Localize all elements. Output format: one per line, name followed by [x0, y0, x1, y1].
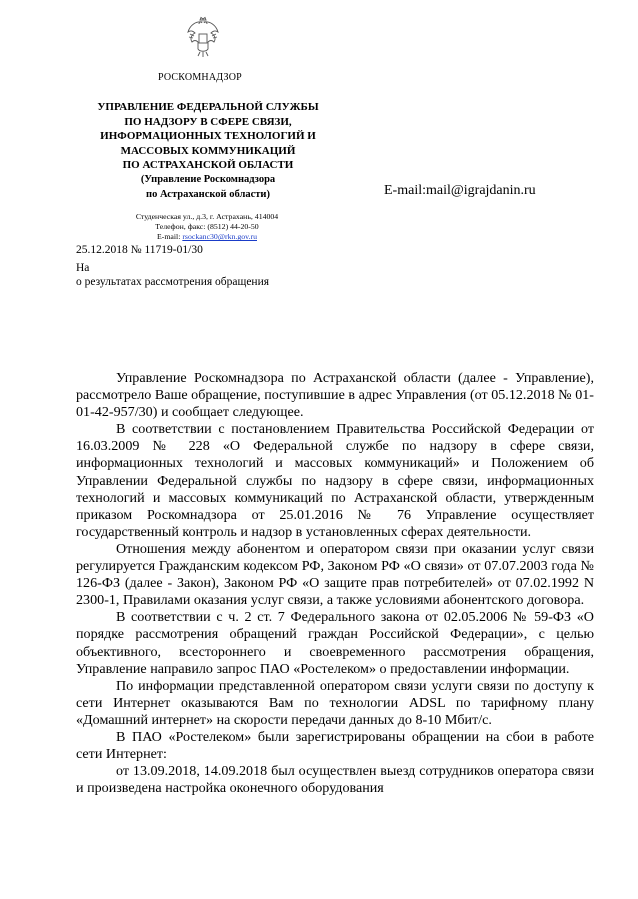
body-paragraph: от 13.09.2018, 14.09.2018 был осуществлен выезд сотрудников оператора связи и произведена настройка оконечного оборудования [76, 763, 594, 797]
recipient-email: E-mail:mail@igrajdanin.ru [384, 183, 536, 198]
letter-body [76, 370, 594, 797]
org-name-line: ИНФОРМАЦИОННЫХ ТЕХНОЛОГИЙ И [100, 130, 316, 143]
body-paragraph: В ПАО «Ростелеком» были зарегистрированы обращении на сбои в работе сети Интернет: [76, 728, 594, 763]
sender-email-line [92, 232, 322, 242]
body-paragraph: Отношения между абонентом и оператором связи при оказании услуг связи регулируется Гражданским кодексом РФ, Законом РФ «О связи» от 07.07.2003 года № 126-ФЗ (далее - Закон), Законом РФ «О защите прав потребителей» от 07.02.1992 N 2300-1, Правилами оказания услуг связи, а также условиями абонентского договора. [76, 540, 594, 609]
doc-date-number: 25.12.2018 № 11719-01/30 [76, 244, 203, 256]
org-name-line: ПО НАДЗОРУ В СФЕРЕ СВЯЗИ, [124, 115, 292, 128]
sender-address: Студенческая ул., д.3, г. Астрахань, 414004 [135, 212, 279, 221]
org-abbr-line: по Астраханской области) [146, 188, 270, 200]
org-short-name: РОСКОМНАДЗОР [158, 72, 242, 83]
org-name-line: УПРАВЛЕНИЕ ФЕДЕРАЛЬНОЙ СЛУЖБЫ [97, 101, 319, 113]
sender-email-link[interactable]: rsockanc30@rkn.gov.ru [182, 232, 257, 242]
body-paragraph: Управление Роскомнадзора по Астраханской области (далее - Управление), рассмотрело Ваше обращение, поступившие в адрес Управления (от 05.12.2018 № 01-01-42-957/30) и сообщает следующее. [76, 370, 594, 421]
doc-on-label: На [76, 262, 90, 274]
body-paragraph: В соответствии с постановлением Правительства Российской Федерации от 16.03.2009 № 228 «О Федеральной службе по надзору в сфере связи, информационных технологий и массовых коммуникаций» и Положением об Управлении Федеральной службы по надзору в сфере связи, информационных технологий и массовых коммуникаций по Астраханской области, утвержденным приказом Роскомнадзора от 25.01.2016 № 76 Управление осуществляет государственный контроль и надзор в установленных сферах деятельности. [76, 421, 594, 540]
body-paragraph: В соответствии с ч. 2 ст. 7 Федерального закона от 02.05.2006 № 59-ФЗ «О порядке рассмотрения обращений граждан Российской Федерации», с целью объективного, всестороннего и своевременного рассмотрения обращения, Управление направило запрос ПАО «Ростелеком» о предоставлении информации. [76, 609, 594, 677]
org-name-line: ПО АСТРАХАНСКОЙ ОБЛАСТИ [122, 159, 294, 172]
org-full-name [70, 100, 346, 202]
coat-of-arms-emblem [186, 16, 220, 58]
sender-contacts [92, 212, 322, 243]
org-abbr-line: (Управление Роскомнадзора [140, 173, 276, 185]
doc-subject: о результатах рассмотрения обращения [76, 276, 270, 288]
sender-phone-fax: Телефон, факс: (8512) 44-20-50 [155, 222, 259, 232]
org-name-line: МАССОВЫХ КОММУНИКАЦИЙ [120, 144, 296, 157]
sender-email-label: E-mail: [156, 232, 183, 242]
body-paragraph: По информации представленной оператором связи услуги связи по доступу к сети Интернет оказываются Вам по технологии ADSL по тарифному плану «Домашний интернет» на скорости передачи данных до 8-10 Мбит/с. [76, 677, 594, 728]
